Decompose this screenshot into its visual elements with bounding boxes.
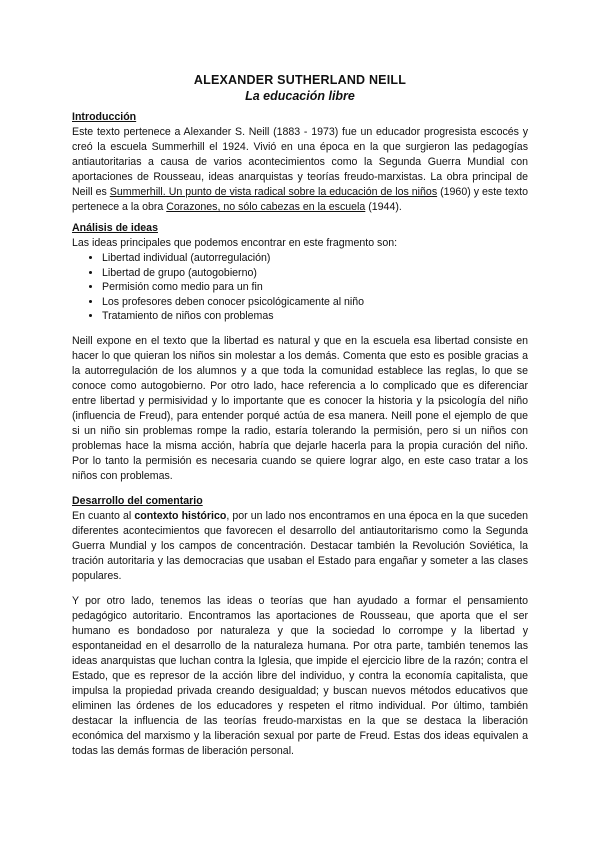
analysis-paragraph: Neill expone en el texto que la libertad es natural y que en la escuela esa libertad consiste en hacer lo que quieran los niños sin molestar a los demás. Comenta que esto es posible gracias a la autorregulación de los alumnos y a que toda la comunidad establece las reglas, lo que se conoce como autogobierno. Por otro lado, hace referencia a lo complicado que es diferenciar entre libertad y permisividad y lo importante que es conocer la historia y la psicología del niño (influencia de Freud), para entender porqué actúa de esa manera. Neill pone el ejemplo de que si un niño sin problemas rompe la radio, estaría tolerando la permisión, pero si un niños con problemas hace la misma acción, habría que dejarle hacerla para la propia curación del niño. Por lo tanto la permisión es necesaria cuando se quiere lograr algo, en este caso tratar a los niños con problemas. <box>72 334 528 482</box>
ideas-list <box>72 251 528 324</box>
development-text-a: En cuanto al <box>72 509 135 522</box>
list-item: • Libertad de grupo (autogobierno) <box>102 266 528 281</box>
analysis-lead: Las ideas principales que podemos encontrar en este fragmento son: <box>72 237 398 249</box>
development-paragraph-1 <box>72 509 528 584</box>
list-item: • Los profesores deben conocer psicológicamente al niño <box>102 295 528 310</box>
intro-text-a: Este texto pertenece a Alexander S. Neill (1883 - 1973) fue un educador progresista escocés y creó la escuela Summerhill el 1924. Vivió en una época en la que surgieron las pedagogías antiautoritarias a causa de varios acontecimientos como la Segunda Guerra Mundial con aportaciones de Rousseau, ideas anarquistas y teorías freudo-marxistas. La obra principal de Neill es <box>72 126 528 198</box>
intro-text-c: (1944). <box>365 201 402 213</box>
document-title: ALEXANDER SUTHERLAND NEILL <box>193 73 407 87</box>
intro-heading: Introducción <box>72 111 137 123</box>
development-paragraph-2: Y por otro lado, tenemos las ideas o teorías que han ayudado a formar el pensamiento pedagógico autoritario. Encontramos las aportaciones de Rousseau, que aporta que el ser humano es bondadoso por naturaleza y que la sociedad lo corrompe y la libertad y espontaneidad en el desarrollo de la naturaleza humana. Por otra parte, también tenemos las ideas anarquistas que luchan contra la Iglesia, que impide el ejercicio libre de la razón; contra el Estado, que es represor de la acción libre del individuo, y contra la economía capitalista, que impulsa la propiedad privada creando desigualdad; y buscan nuevos métodos educativos que eliminen las órdenes de los educadores y respeten el ritmo individual. Por último, también destacar la influencia de las teorías freudo-marxistas en la que se destaca la liberación económica del marxismo y la liberación sexual por parte de Freud. Estas dos ideas equivalen a todas las demás formas de liberación personal. <box>72 594 528 757</box>
book-title-corazones: Corazones, no sólo cabezas en la escuela <box>166 201 366 213</box>
list-item: • Libertad individual (autorregulación) <box>102 251 528 266</box>
list-item: • Permisión como medio para un fin <box>102 280 528 295</box>
book-title-summerhill: Summerhill. Un punto de vista radical sobre la educación de los niños <box>109 186 438 198</box>
intro-text-b: (1960) y este texto pertenece a la obra <box>72 186 528 213</box>
development-text-b: , por un lado nos encontramos en una época en la que suceden diferentes acontecimientos que favorecen el desarrollo del antiautoritarismo como la Segunda Guerra Mundial y los campos de concentración. Destacar también la Revolución Soviética, la tración autoritaria y las democracias que usaban el Estado para engañar y someter a las clases populares. <box>72 509 528 582</box>
development-heading: Desarrollo del comentario <box>72 494 203 507</box>
intro-paragraph <box>72 125 528 215</box>
document-subtitle: La educación libre <box>245 89 355 103</box>
list-item: • Tratamiento de niños con problemas <box>102 309 528 324</box>
historical-context-term: contexto histórico <box>134 509 227 522</box>
analysis-heading: Análisis de ideas <box>72 222 158 234</box>
